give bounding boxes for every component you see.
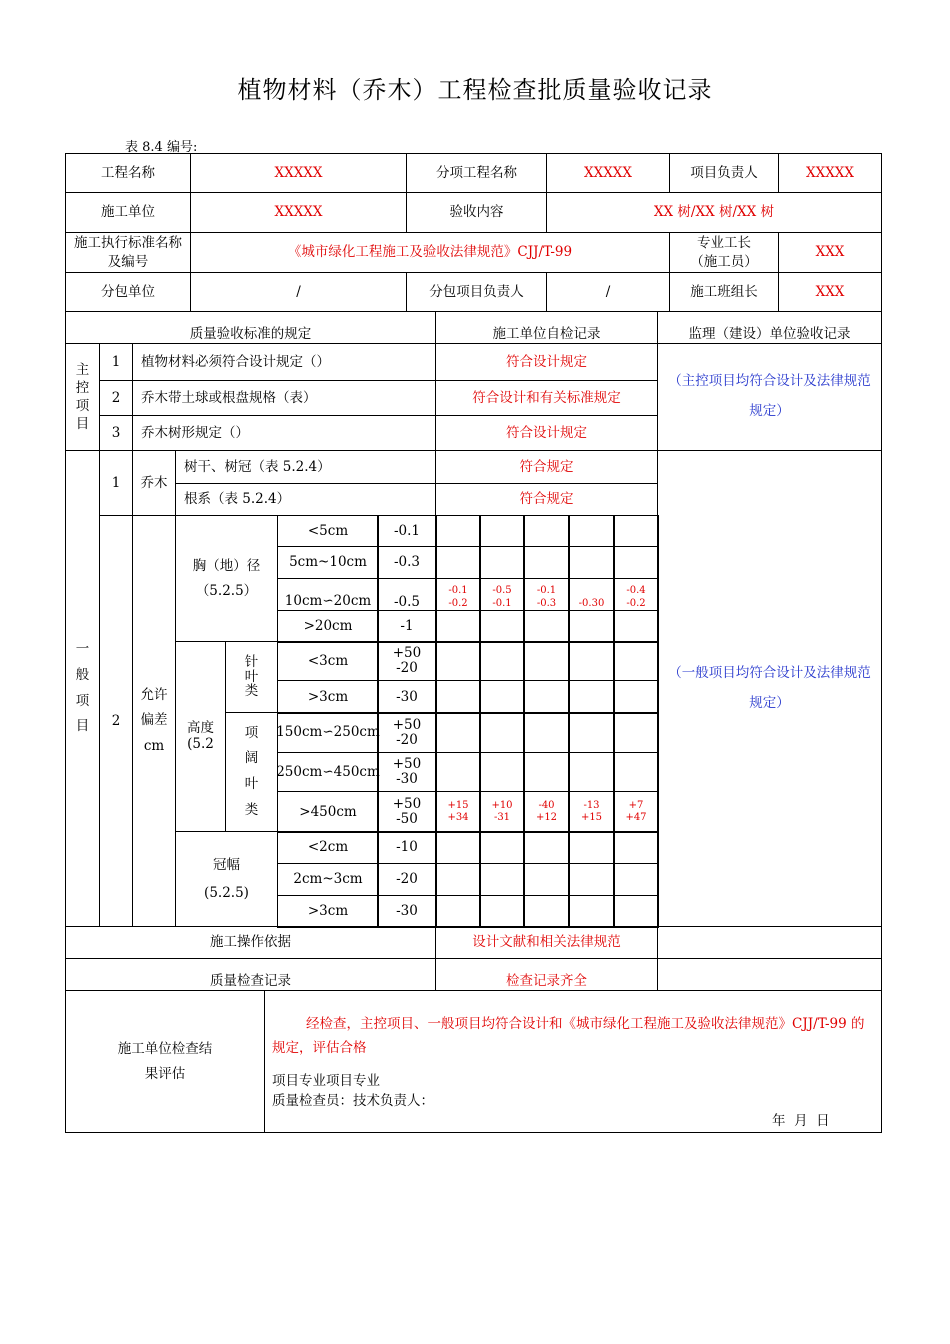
main-item-3-no: 3 — [99, 415, 133, 451]
contractor-value: XXXXX — [190, 192, 407, 233]
broadleaf-tolerance-1: +50 -20 — [377, 712, 437, 753]
evaluation-text: 经检查，主控项目、一般项目均符合设计和《城市绿化工程施工及验收法律规范》CJJ/T-99 的规定，评估合格 — [272, 1016, 865, 1056]
sub-project-label: 分项工程名称 — [406, 153, 547, 193]
broadleaf-value-1-4 — [568, 712, 615, 753]
general-item-1-row-1-text: 树干、树冠（表 5.2.4） — [175, 450, 436, 484]
basis-value: 设计文献和相关法律规范 — [435, 926, 658, 959]
main-item-3-text: 乔木树形规定（） — [132, 415, 436, 451]
evaluation-label: 施工单位检查结果评估 — [65, 990, 265, 1133]
general-item-1-name: 乔木 — [132, 450, 176, 516]
dbh-value-1-3 — [523, 515, 570, 547]
project-name-value: XXXXX — [190, 153, 407, 193]
dbh-range-2: 5cm~10cm — [277, 546, 379, 579]
general-item-1-row-2-result: 符合规定 — [435, 483, 658, 516]
crown-range-2: 2cm~3cm — [277, 863, 379, 896]
contractor-label: 施工单位 — [65, 192, 191, 233]
page-title: 植物材料（乔木）工程检查批质量验收记录 — [237, 76, 713, 104]
crown-tolerance-2: -20 — [377, 863, 437, 896]
broadleaf-value-2-1 — [435, 752, 481, 792]
dbh-value-1-1 — [435, 515, 481, 547]
crown-value-3-1 — [435, 895, 481, 928]
col-supervisor-header: 监理（建设）单位验收记录 — [657, 311, 882, 344]
col-self-check-header: 施工单位自检记录 — [435, 311, 658, 344]
broadleaf-range-2: 250cm∽450cm — [277, 752, 379, 792]
main-supervisor-note: （主控项目均符合设计及法律规范规定） — [657, 343, 882, 451]
dbh-value-2-4 — [568, 546, 615, 579]
crown-value-2-1 — [435, 863, 481, 896]
main-item-1-result: 符合设计规定 — [435, 343, 658, 381]
dbh-value-4-5 — [613, 610, 659, 643]
crown-value-2-4 — [568, 863, 615, 896]
crown-range-1: <2cm — [277, 831, 379, 864]
crown-label: 冠幅(5.2.5) — [175, 831, 278, 927]
evaluation-sign-line-1: 项目专业项目专业 — [272, 1073, 380, 1089]
dbh-value-1-2 — [479, 515, 525, 547]
main-item-1-text: 植物材料必须符合设计规定（） — [132, 343, 436, 381]
conifer-value-2-2 — [479, 680, 525, 714]
broadleaf-label: 项阔叶类 — [225, 712, 278, 832]
crown-value-1-1 — [435, 831, 481, 864]
standard-value: 《城市绿化工程施工及验收法律规范》CJJ/T-99 — [190, 232, 670, 273]
dbh-value-1-4 — [568, 515, 615, 547]
broadleaf-value-2-5 — [613, 752, 659, 792]
sub-project-value: XXXXX — [546, 153, 670, 193]
dbh-value-3-1: -0.1 -0.2 — [435, 578, 481, 611]
main-item-1-no: 1 — [99, 343, 133, 381]
broadleaf-value-1-5 — [613, 712, 659, 753]
table-number: 表 8.4 编号: — [125, 140, 198, 155]
main-item-3-result: 符合设计规定 — [435, 415, 658, 451]
conifer-value-1-5 — [613, 641, 659, 681]
dbh-value-2-5 — [613, 546, 659, 579]
broadleaf-value-3-5: +7 +47 — [613, 791, 659, 833]
dbh-range-1: <5cm — [277, 515, 379, 547]
conifer-tolerance-2: -30 — [377, 680, 437, 714]
broadleaf-value-1-3 — [523, 712, 570, 753]
crown-value-2-2 — [479, 863, 525, 896]
conifer-range-2: >3cm — [277, 680, 379, 714]
subcontractor-label: 分包单位 — [65, 272, 191, 312]
broadleaf-value-1-1 — [435, 712, 481, 753]
dbh-range-4: >20cm — [277, 610, 379, 643]
broadleaf-value-3-3: -40 +12 — [523, 791, 570, 833]
broadleaf-value-3-2: +10 -31 — [479, 791, 525, 833]
sub-pm-value: / — [546, 272, 670, 312]
crown-value-2-3 — [523, 863, 570, 896]
content-value: XX 树/XX 树/XX 树 — [546, 192, 882, 233]
conifer-value-1-3 — [523, 641, 570, 681]
dbh-tolerance-1: -0.1 — [377, 515, 437, 547]
broadleaf-value-3-4: -13 +15 — [568, 791, 615, 833]
quality-record-label: 质量检查记录 — [65, 958, 436, 991]
conifer-value-2-3 — [523, 680, 570, 714]
conifer-range-1: <3cm — [277, 641, 379, 681]
standard-label: 施工执行标准名称及编号 — [65, 232, 191, 273]
main-item-2-result: 符合设计和有关标准规定 — [435, 380, 658, 416]
conifer-value-1-1 — [435, 641, 481, 681]
evaluation-sign-line-2: 质量检查员：技术负责人： — [272, 1093, 434, 1109]
project-name-label: 工程名称 — [65, 153, 191, 193]
conifer-value-2-5 — [613, 680, 659, 714]
pm-value: XXXXX — [778, 153, 882, 193]
main-item-2-text: 乔木带土球或根盘规格（表） — [132, 380, 436, 416]
sub-pm-label: 分包项目负责人 — [406, 272, 547, 312]
conifer-value-1-2 — [479, 641, 525, 681]
team-leader-value: XXX — [778, 272, 882, 312]
crown-tolerance-3: -30 — [377, 895, 437, 928]
crown-value-3-2 — [479, 895, 525, 928]
dbh-value-4-4 — [568, 610, 615, 643]
crown-value-1-4 — [568, 831, 615, 864]
crown-value-1-2 — [479, 831, 525, 864]
col-standard-header: 质量验收标准的规定 — [65, 311, 436, 344]
conifer-value-2-1 — [435, 680, 481, 714]
dbh-value-1-5 — [613, 515, 659, 547]
broadleaf-range-3: >450cm — [277, 791, 379, 833]
conifer-tolerance-1: +50 -20 — [377, 641, 437, 681]
dbh-value-3-4: -0.30 — [568, 578, 615, 611]
general-item-2-no: 2 — [99, 515, 133, 927]
general-item-1-row-2-text: 根系（表 5.2.4） — [175, 483, 436, 516]
dbh-value-2-2 — [479, 546, 525, 579]
dbh-range-3: 10cm∽20cm — [277, 578, 379, 611]
crown-value-2-5 — [613, 863, 659, 896]
foreman-value: XXX — [778, 232, 882, 273]
subcontractor-value: / — [190, 272, 407, 312]
quality-record-supervisor — [657, 958, 882, 991]
dbh-value-4-1 — [435, 610, 481, 643]
content-label: 验收内容 — [406, 192, 547, 233]
general-item-1-no: 1 — [99, 450, 133, 516]
height-label: 高度(5.2 — [175, 641, 226, 832]
crown-value-1-5 — [613, 831, 659, 864]
crown-tolerance-1: -10 — [377, 831, 437, 864]
conifer-value-1-4 — [568, 641, 615, 681]
dbh-value-4-3 — [523, 610, 570, 643]
dbh-value-2-1 — [435, 546, 481, 579]
basis-label: 施工操作依据 — [65, 926, 436, 959]
general-item-1-row-1-result: 符合规定 — [435, 450, 658, 484]
general-items-label: 一般项目 — [65, 450, 100, 927]
main-items-label: 主控项目 — [65, 343, 100, 451]
general-item-2-name: 允许偏差cm — [132, 515, 176, 927]
crown-range-3: >3cm — [277, 895, 379, 928]
team-leader-label: 施工班组长 — [669, 272, 779, 312]
general-supervisor-note: （一般项目均符合设计及法律规范规定） — [657, 450, 882, 927]
dbh-value-3-5: -0.4 -0.2 — [613, 578, 659, 611]
main-item-2-no: 2 — [99, 380, 133, 416]
evaluation-date: 年 月 日 — [772, 1113, 830, 1129]
broadleaf-value-3-1: +15 +34 — [435, 791, 481, 833]
basis-supervisor — [657, 926, 882, 959]
crown-value-1-3 — [523, 831, 570, 864]
broadleaf-tolerance-2: +50 -30 — [377, 752, 437, 792]
broadleaf-value-2-4 — [568, 752, 615, 792]
broadleaf-value-2-2 — [479, 752, 525, 792]
dbh-tolerance-2: -0.3 — [377, 546, 437, 579]
foreman-label: 专业工长（施工员） — [669, 232, 779, 273]
broadleaf-value-1-2 — [479, 712, 525, 753]
dbh-value-2-3 — [523, 546, 570, 579]
broadleaf-tolerance-3: +50 -50 — [377, 791, 437, 833]
dbh-value-3-2: -0.5 -0.1 — [479, 578, 525, 611]
crown-value-3-4 — [568, 895, 615, 928]
conifer-value-2-4 — [568, 680, 615, 714]
crown-value-3-3 — [523, 895, 570, 928]
crown-value-3-5 — [613, 895, 659, 928]
quality-record-value: 检查记录齐全 — [435, 958, 658, 991]
broadleaf-range-1: 150cm∽250cm — [277, 712, 379, 753]
conifer-label: 针叶类 — [225, 641, 278, 713]
dbh-value-4-2 — [479, 610, 525, 643]
dbh-label: 胸（地）径（5.2.5） — [175, 515, 278, 642]
dbh-tolerance-4: -1 — [377, 610, 437, 643]
dbh-tolerance-3: -0.5 — [377, 578, 437, 611]
dbh-value-3-3: -0.1 -0.3 — [523, 578, 570, 611]
pm-label: 项目负责人 — [669, 153, 779, 193]
broadleaf-value-2-3 — [523, 752, 570, 792]
